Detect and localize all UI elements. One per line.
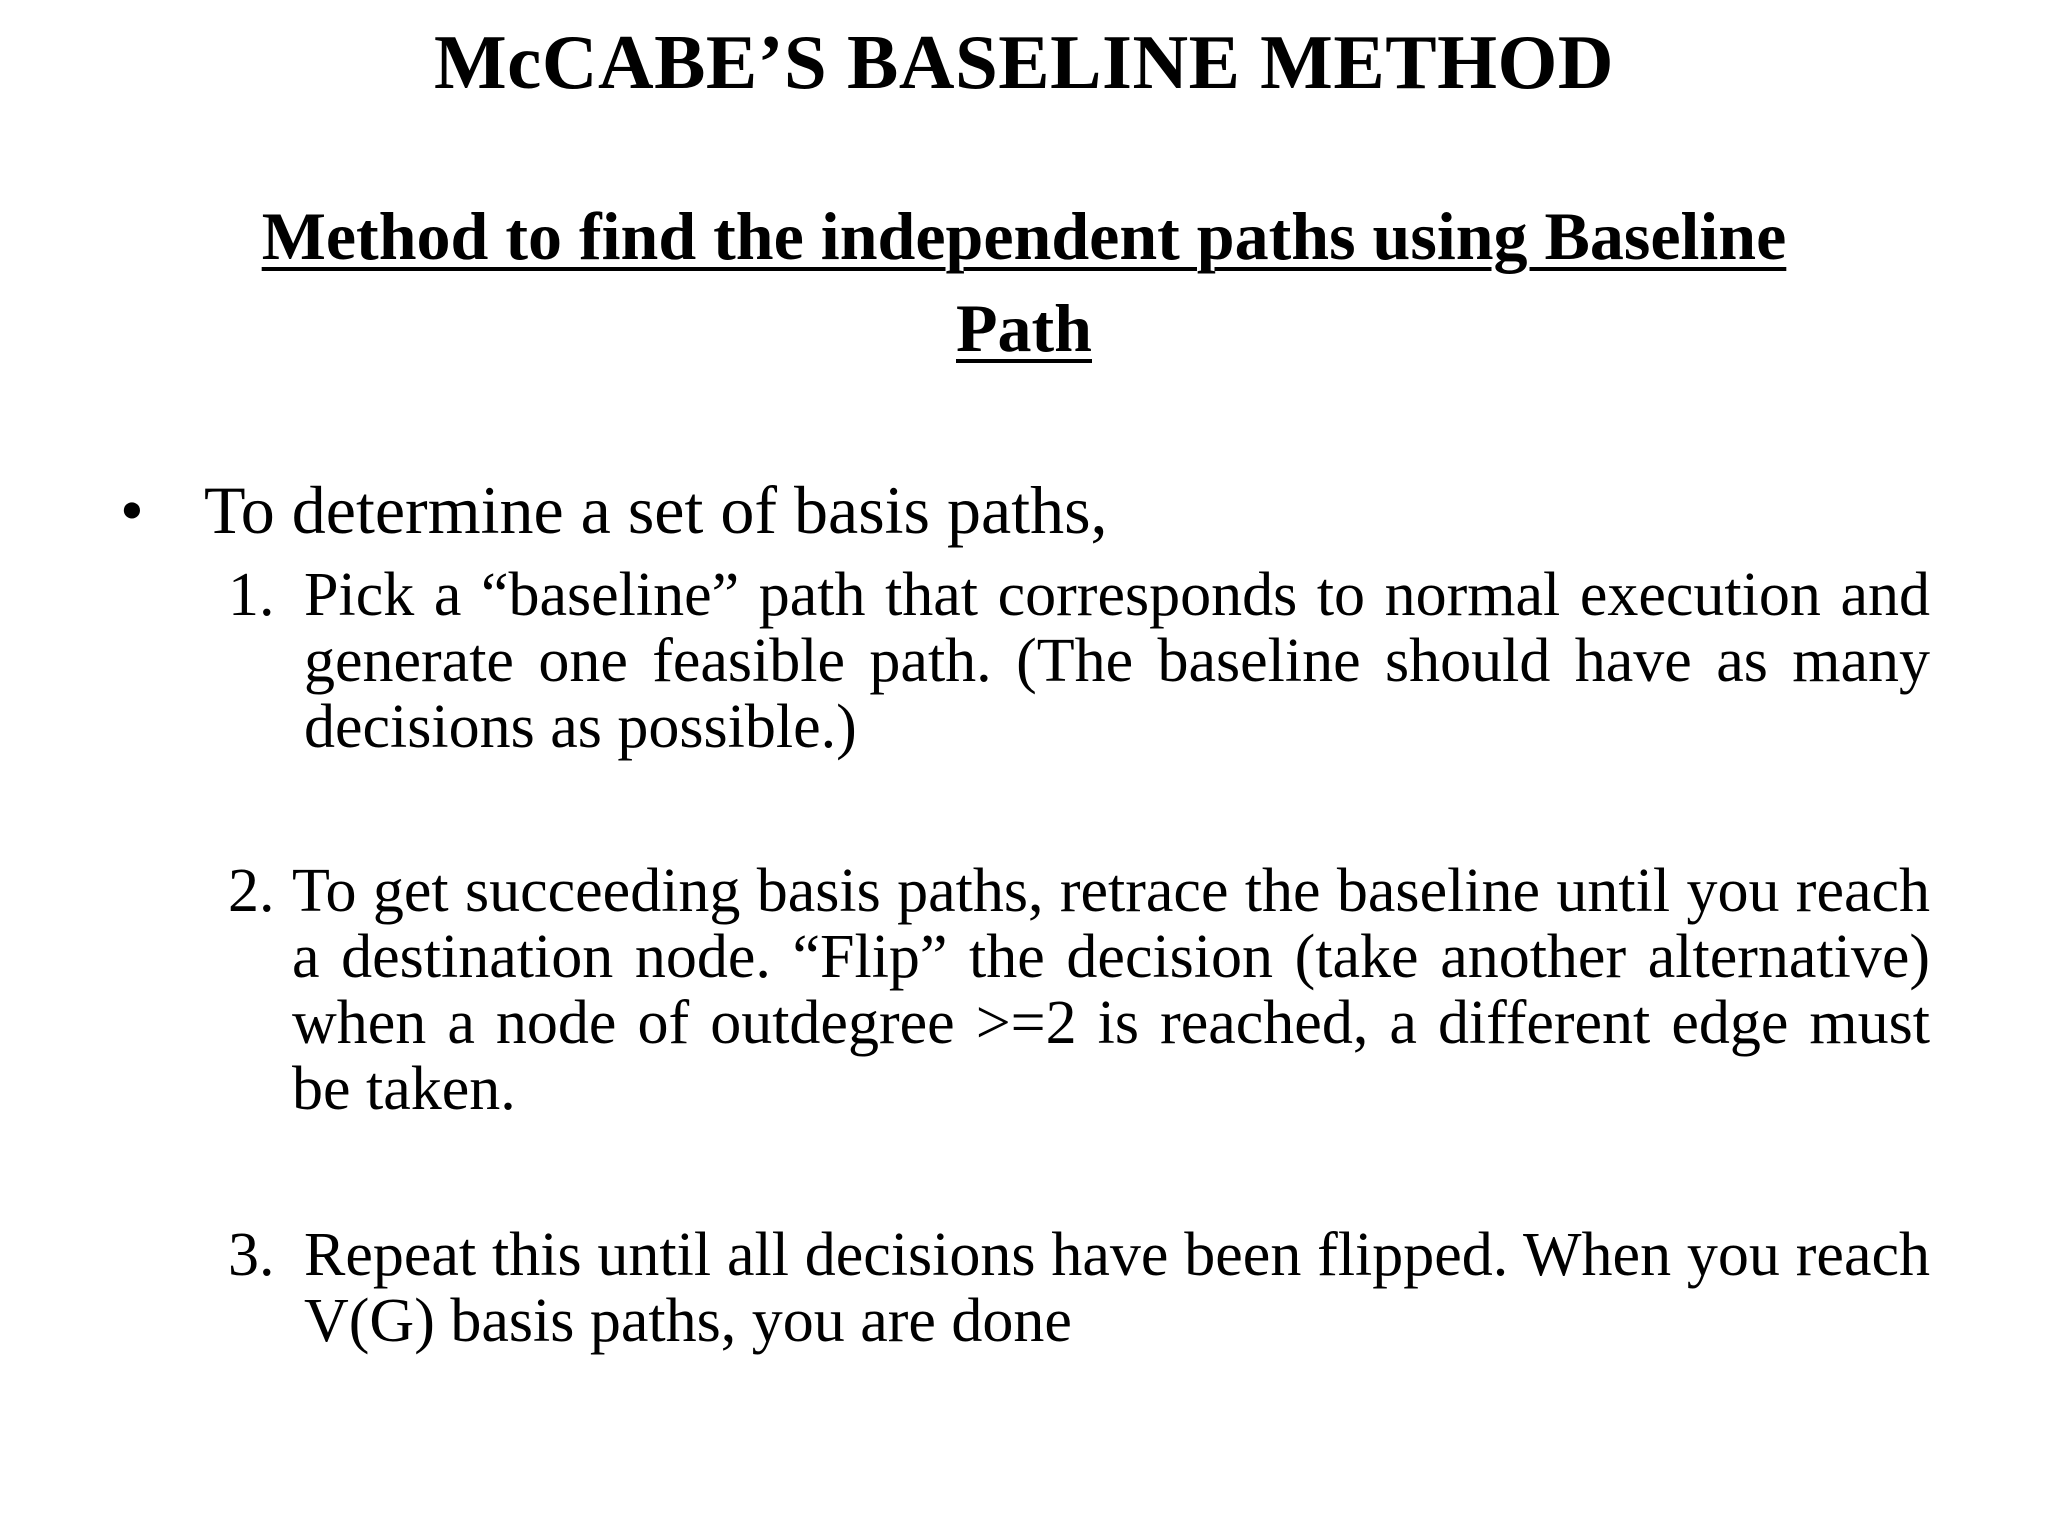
step-2-number: 2. [228, 857, 275, 925]
bullet-marker: • [120, 472, 144, 548]
step-1-number: 1. [228, 561, 275, 629]
bullet-text: To determine a set of basis paths, [204, 472, 1108, 548]
step-2-text: To get succeeding basis paths, retrace the baseline until you reach a destination node. “Flip” the decision (take another alternative) when a node of outdegree >=2 is reached, a different edge must be taken. [292, 857, 1930, 1123]
step-3-number: 3. [228, 1221, 275, 1289]
slide-subtitle: Method to find the independent paths using Baseline Path [261, 198, 1787, 366]
slide-title: McCABE’S BASELINE METHOD [434, 19, 1614, 105]
step-3-text: Repeat this until all decisions have been flipped. When you reach V(G) basis paths, you are done [304, 1221, 1930, 1355]
step-1-text: Pick a “baseline” path that corresponds to normal execution and generate one feasible path. (The baseline should have as many decisions as possible.) [304, 561, 1930, 761]
